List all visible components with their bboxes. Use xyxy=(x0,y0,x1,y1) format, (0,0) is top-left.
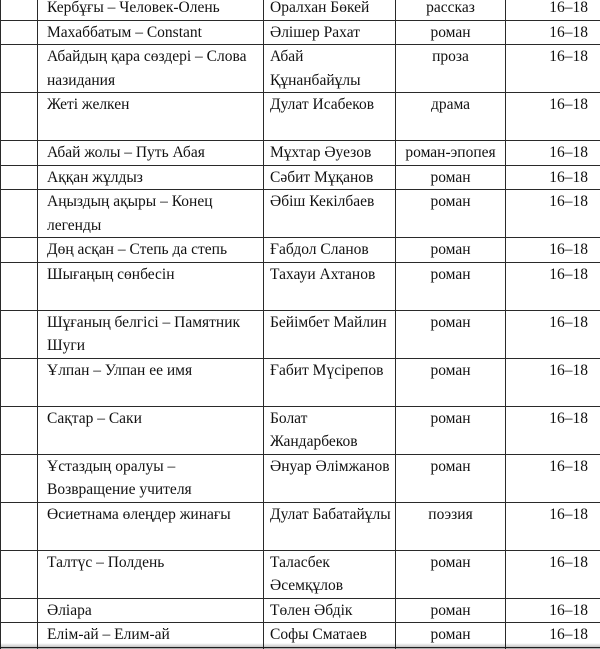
author-cell: Дулат Бабатайұлы xyxy=(264,502,396,550)
table-row xyxy=(1,358,600,406)
age-cell: 16–18 xyxy=(506,406,600,454)
author-cell: Абай Құнанбайұлы xyxy=(264,45,396,93)
author-cell: Дулат Исабеков xyxy=(264,93,396,141)
age-cell: 16–18 xyxy=(506,20,600,45)
author-cell: Мұхтар Әуезов xyxy=(264,141,396,166)
table-row xyxy=(1,550,600,598)
title-cell: Өсиетнама өлеңдер жинағы xyxy=(38,502,264,550)
table-row xyxy=(1,454,600,502)
table-row xyxy=(1,406,600,454)
table-row xyxy=(1,238,600,263)
title-cell: Аққан жұлдыз xyxy=(38,165,264,190)
age-cell: 16–18 xyxy=(506,502,600,550)
row-number-cell xyxy=(1,238,38,263)
title-cell: Сақтар – Саки xyxy=(38,406,264,454)
genre-cell: роман xyxy=(396,20,506,45)
row-number-cell xyxy=(1,93,38,141)
author-cell: Әлішер Рахат xyxy=(264,20,396,45)
table-row xyxy=(1,0,600,20)
table-row xyxy=(1,165,600,190)
row-number-cell xyxy=(1,45,38,93)
author-cell: Әбіш Кекілбаев xyxy=(264,190,396,238)
genre-cell: роман xyxy=(396,454,506,502)
row-number-cell xyxy=(1,358,38,406)
age-cell: 16–18 xyxy=(506,93,600,141)
genre-cell: роман xyxy=(396,598,506,623)
genre-cell: роман-эпопея xyxy=(396,141,506,166)
row-number-cell xyxy=(1,20,38,45)
author-cell: Софы Сматаев xyxy=(264,623,396,648)
age-cell: 16–18 xyxy=(506,623,600,648)
table-row xyxy=(1,623,600,648)
title-cell: Абайдың қара сөздері – Слова назидания xyxy=(38,45,264,93)
age-cell: 16–18 xyxy=(506,550,600,598)
title-cell: Шығаңың сөнбесін xyxy=(38,262,264,310)
genre-cell: роман xyxy=(396,623,506,648)
title-cell: Абай жолы – Путь Абая xyxy=(38,141,264,166)
age-cell: 16–18 xyxy=(506,262,600,310)
author-cell: Сәбит Мұқанов xyxy=(264,165,396,190)
table-row xyxy=(1,93,600,141)
row-number-cell xyxy=(1,190,38,238)
age-cell: 16–18 xyxy=(506,310,600,358)
title-cell: Шұғаның белгісі – Памятник Шуги xyxy=(38,310,264,358)
author-cell: Ғабдол Сланов xyxy=(264,238,396,263)
genre-cell: роман xyxy=(396,165,506,190)
table-row xyxy=(1,310,600,358)
table-row xyxy=(1,262,600,310)
genre-cell: поэзия xyxy=(396,502,506,550)
table-row xyxy=(1,45,600,93)
genre-cell: рассказ xyxy=(396,0,506,20)
row-number-cell xyxy=(1,406,38,454)
title-cell: Әліара xyxy=(38,598,264,623)
author-cell: Тахауи Ахтанов xyxy=(264,262,396,310)
row-number-cell xyxy=(1,141,38,166)
row-number-cell xyxy=(1,454,38,502)
age-cell: 16–18 xyxy=(506,141,600,166)
age-cell: 16–18 xyxy=(506,45,600,93)
age-cell: 16–18 xyxy=(506,454,600,502)
table-row xyxy=(1,190,600,238)
author-cell: Болат Жандарбеков xyxy=(264,406,396,454)
row-number-cell xyxy=(1,0,38,20)
title-cell: Кербұғы – Человек-Олень xyxy=(38,0,264,20)
age-cell: 16–18 xyxy=(506,598,600,623)
title-cell: Елім-ай – Елим-ай xyxy=(38,623,264,648)
age-cell: 16–18 xyxy=(506,358,600,406)
author-cell: Төлен Әбдік xyxy=(264,598,396,623)
table-row xyxy=(1,141,600,166)
author-cell: Бейімбет Майлин xyxy=(264,310,396,358)
row-number-cell xyxy=(1,262,38,310)
author-cell: Әнуар Әлімжанов xyxy=(264,454,396,502)
title-cell: Дөң асқан – Степь да степь xyxy=(38,238,264,263)
row-number-cell xyxy=(1,502,38,550)
genre-cell: роман xyxy=(396,190,506,238)
table-row xyxy=(1,502,600,550)
title-cell: Жеті желкен xyxy=(38,93,264,141)
title-cell: Ұлпан – Улпан ее имя xyxy=(38,358,264,406)
books-table-body xyxy=(1,0,600,649)
table-row xyxy=(1,20,600,45)
title-cell: Аңыздың ақыры – Конец легенды xyxy=(38,190,264,238)
genre-cell: роман xyxy=(396,262,506,310)
row-number-cell xyxy=(1,550,38,598)
author-cell: Ғабит Мүсірепов xyxy=(264,358,396,406)
genre-cell: проза xyxy=(396,45,506,93)
age-cell: 16–18 xyxy=(506,0,600,20)
row-number-cell xyxy=(1,310,38,358)
row-number-cell xyxy=(1,623,38,648)
title-cell: Ұстаздың оралуы – Возвращение учителя xyxy=(38,454,264,502)
genre-cell: роман xyxy=(396,406,506,454)
genre-cell: роман xyxy=(396,358,506,406)
title-cell: Махаббатым – Constant xyxy=(38,20,264,45)
title-cell: Талтүс – Полдень xyxy=(38,550,264,598)
age-cell: 16–18 xyxy=(506,190,600,238)
age-cell: 16–18 xyxy=(506,165,600,190)
author-cell: Таласбек Әсемқұлов xyxy=(264,550,396,598)
genre-cell: драма xyxy=(396,93,506,141)
age-cell: 16–18 xyxy=(506,238,600,263)
row-number-cell xyxy=(1,598,38,623)
genre-cell: роман xyxy=(396,550,506,598)
table-row xyxy=(1,598,600,623)
genre-cell: роман xyxy=(396,238,506,263)
author-cell: Оралхан Бөкей xyxy=(264,0,396,20)
genre-cell: роман xyxy=(396,310,506,358)
row-number-cell xyxy=(1,165,38,190)
